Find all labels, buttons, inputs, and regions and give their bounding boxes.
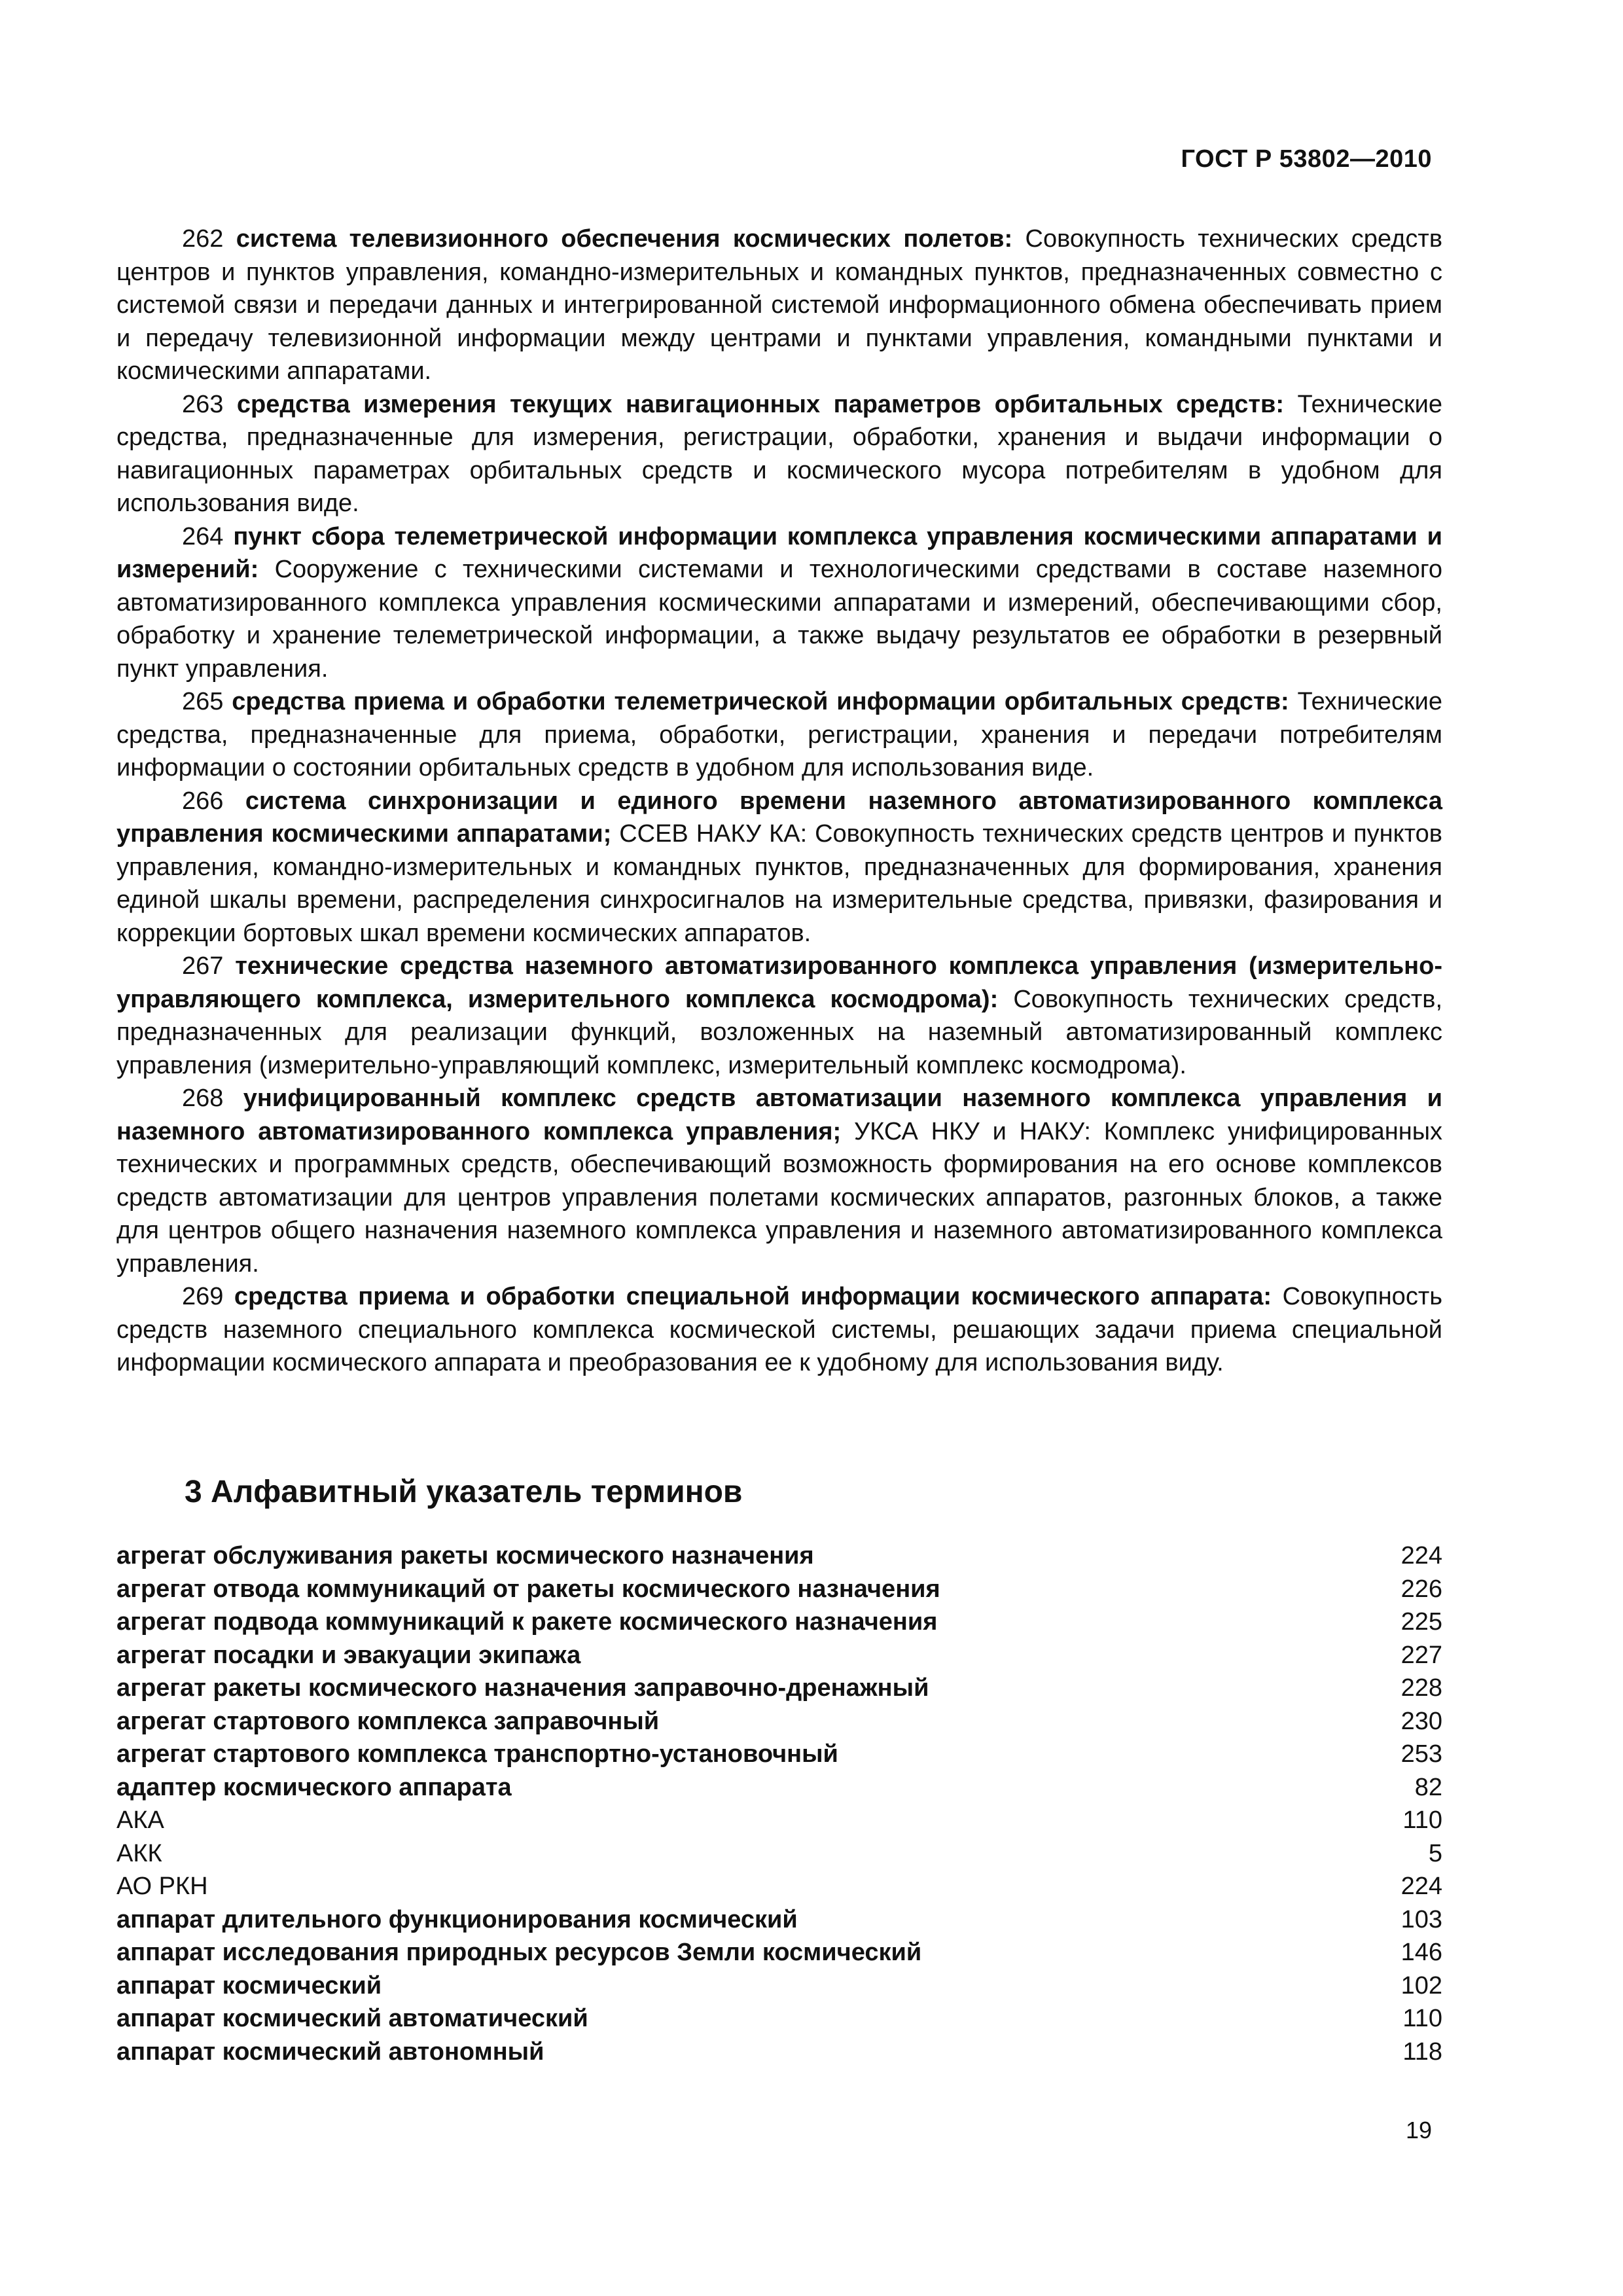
- index-page-ref: 224: [1400, 1542, 1442, 1570]
- index-row: [116, 1573, 1442, 1606]
- index-row: [116, 1605, 1442, 1639]
- index-page-ref: 230: [1400, 1707, 1442, 1735]
- index-page-ref: 110: [1402, 2005, 1442, 2032]
- index-term: агрегат ракеты космического назначения заправочно-дренажный: [116, 1674, 929, 1702]
- term-entry: [116, 223, 1442, 388]
- index-page-ref: 110: [1402, 1806, 1442, 1834]
- index-row: [116, 1672, 1442, 1705]
- index-row: [116, 1870, 1442, 1903]
- term-name: технические средства наземного автоматизированного комплекса управления (измерительно-управляющего комплекса, измерительного комплекса космодрома):: [116, 952, 1442, 1013]
- index-page-ref: 226: [1400, 1575, 1442, 1603]
- term-number: 269: [182, 1283, 224, 1310]
- index-row: [116, 1936, 1442, 1969]
- index-page-ref: 146: [1400, 1939, 1442, 1966]
- term-definition: Совокупность технических средств, предназначенных для реализации функций, возложенных на наземный автоматизированный комплекс управления (измерительно-управляющий комплекс, измерительный комплекс космодрома).: [116, 985, 1442, 1079]
- term-index: [116, 1539, 1442, 2068]
- term-name: средства измерения текущих навигационных параметров орбитальных средств:: [236, 390, 1285, 418]
- index-term: АКК: [116, 1839, 162, 1867]
- term-number: 263: [182, 390, 224, 418]
- index-page-ref: 228: [1400, 1674, 1442, 1702]
- terms-list: [116, 223, 1442, 1380]
- index-row: [116, 1705, 1442, 1738]
- index-page-ref: 253: [1400, 1740, 1442, 1768]
- index-row: [116, 1903, 1442, 1937]
- term-definition: Комплекс унифицированных технических и программных средств, обеспечивающий возможность формирования на его основе комплексов средств автоматизации для центров управления полетами космических аппаратов, разгонных блоков, а также для центров общего назначения наземного комплекса управления и наземного автоматизированного комплекса управления.: [116, 1117, 1443, 1278]
- index-page-ref: 118: [1402, 2037, 1442, 2066]
- term-name: пункт сбора телеметрической информации комплекса управления космическими аппаратами и измерений:: [116, 522, 1442, 583]
- term-definition: Совокупность средств наземного специального комплекса космической системы, решающих задачи приема специальной информации космического аппарата и преобразования ее к удобному для использования виду.: [116, 1283, 1443, 1376]
- term-number: 268: [182, 1085, 224, 1112]
- term-number: 264: [182, 522, 224, 550]
- index-term: агрегат обслуживания ракеты космического назначения: [116, 1542, 814, 1570]
- term-name: средства приема и обработки специальной информации космического аппарата:: [234, 1283, 1272, 1310]
- term-definition: Сооружение с техническими системами и технологическими средствами в составе наземного автоматизированного комплекса управления космическими аппаратами и измерений, обеспечивающими сбор, обработку и хранение телеметрической информации, а также выдачу результатов ее обработки в резервный пункт управления.: [116, 556, 1443, 683]
- index-page-ref: 5: [1428, 1839, 1442, 1867]
- term-entry: [116, 950, 1442, 1082]
- index-term: АО РКН: [116, 1873, 208, 1900]
- term-number: 265: [182, 688, 224, 715]
- document-header: ГОСТ Р 53802—2010: [1181, 145, 1432, 173]
- term-name: средства приема и обработки телеметрической информации орбитальных средств:: [232, 688, 1289, 715]
- index-term: агрегат отвода коммуникаций от ракеты космического назначения: [116, 1575, 940, 1603]
- term-entry: [116, 388, 1442, 520]
- term-entry: [116, 1082, 1442, 1280]
- term-definition: Совокупность технических средств центров и пунктов управления, командно-измерительных и командных пунктов, предназначенных совместно с системой связи и передачи данных и интегрированной системой информационного обмена обеспечивать прием и передачу телевизионной информации между центрами и пунктами управления, командными пунктами и космическими аппаратами.: [116, 225, 1443, 385]
- term-number: 266: [182, 787, 224, 815]
- index-term: аппарат исследования природных ресурсов Земли космический: [116, 1939, 922, 1966]
- index-row: [116, 1639, 1442, 1672]
- index-row: [116, 2036, 1442, 2069]
- index-row: [116, 1969, 1442, 2003]
- index-page-ref: 103: [1400, 1905, 1442, 1933]
- index-row: [116, 1539, 1442, 1573]
- term-name: система синхронизации и единого времени наземного автоматизированного комплекса управления космическими аппаратами;: [116, 787, 1442, 848]
- term-abbreviation: ССЕВ НАКУ КА:: [619, 820, 808, 848]
- index-term: адаптер космического аппарата: [116, 1773, 512, 1801]
- index-row: [116, 1837, 1442, 1871]
- term-abbreviation: УКСА НКУ и НАКУ:: [854, 1117, 1091, 1145]
- index-term: аппарат космический автоматический: [116, 2005, 588, 2032]
- index-page-ref: 225: [1400, 1608, 1442, 1636]
- index-page-ref: 102: [1400, 1971, 1442, 2000]
- term-definition: Технические средства, предназначенные для измерения, регистрации, обработки, хранения и выдачи информации о навигационных параметрах орбитальных средств и космического мусора потребителям в удобном для использования виде.: [116, 390, 1442, 517]
- index-row: [116, 1738, 1442, 1771]
- index-page-ref: 227: [1400, 1641, 1442, 1669]
- index-term: агрегат стартового комплекса заправочный: [116, 1707, 660, 1735]
- term-number: 262: [182, 225, 224, 253]
- term-definition: Технические средства, предназначенные для приема, обработки, регистрации, хранения и передачи потребителям информации о состоянии орбитальных средств в удобном для использования виде.: [116, 688, 1443, 781]
- index-term: агрегат посадки и эвакуации экипажа: [116, 1641, 581, 1669]
- index-page-ref: 224: [1400, 1873, 1442, 1900]
- index-page-ref: 82: [1414, 1773, 1442, 1801]
- page-number: 19: [1405, 2117, 1432, 2144]
- index-term: агрегат подвода коммуникаций к ракете космического назначения: [116, 1608, 938, 1636]
- term-entry: [116, 785, 1442, 950]
- term-entry: [116, 685, 1442, 785]
- index-term: аппарат космический: [116, 1971, 382, 2000]
- index-row: [116, 1771, 1442, 1804]
- term-name: система телевизионного обеспечения космических полетов:: [236, 225, 1013, 253]
- section-title: 3 Алфавитный указатель терминов: [185, 1475, 743, 1509]
- term-definition: Совокупность технических средств центров и пунктов управления, командно-измерительных и командных пунктов, предназначенных для формирования, хранения единой шкалы времени, распределения синхросигналов на измерительные средства, привязки, фазирования и коррекции бортовых шкал времени космических аппаратов.: [116, 820, 1442, 947]
- index-term: агрегат стартового комплекса транспортно-установочный: [116, 1740, 838, 1768]
- index-row: [116, 1804, 1442, 1837]
- term-entry: [116, 520, 1442, 686]
- index-term: аппарат космический автономный: [116, 2037, 544, 2066]
- index-term: АКА: [116, 1806, 164, 1834]
- term-entry: [116, 1280, 1442, 1380]
- index-row: [116, 2002, 1442, 2036]
- term-name: унифицированный комплекс средств автоматизации наземного комплекса управления и наземного автоматизированного комплекса управления;: [116, 1085, 1443, 1145]
- term-number: 267: [182, 952, 224, 980]
- index-term: аппарат длительного функционирования космический: [116, 1905, 798, 1933]
